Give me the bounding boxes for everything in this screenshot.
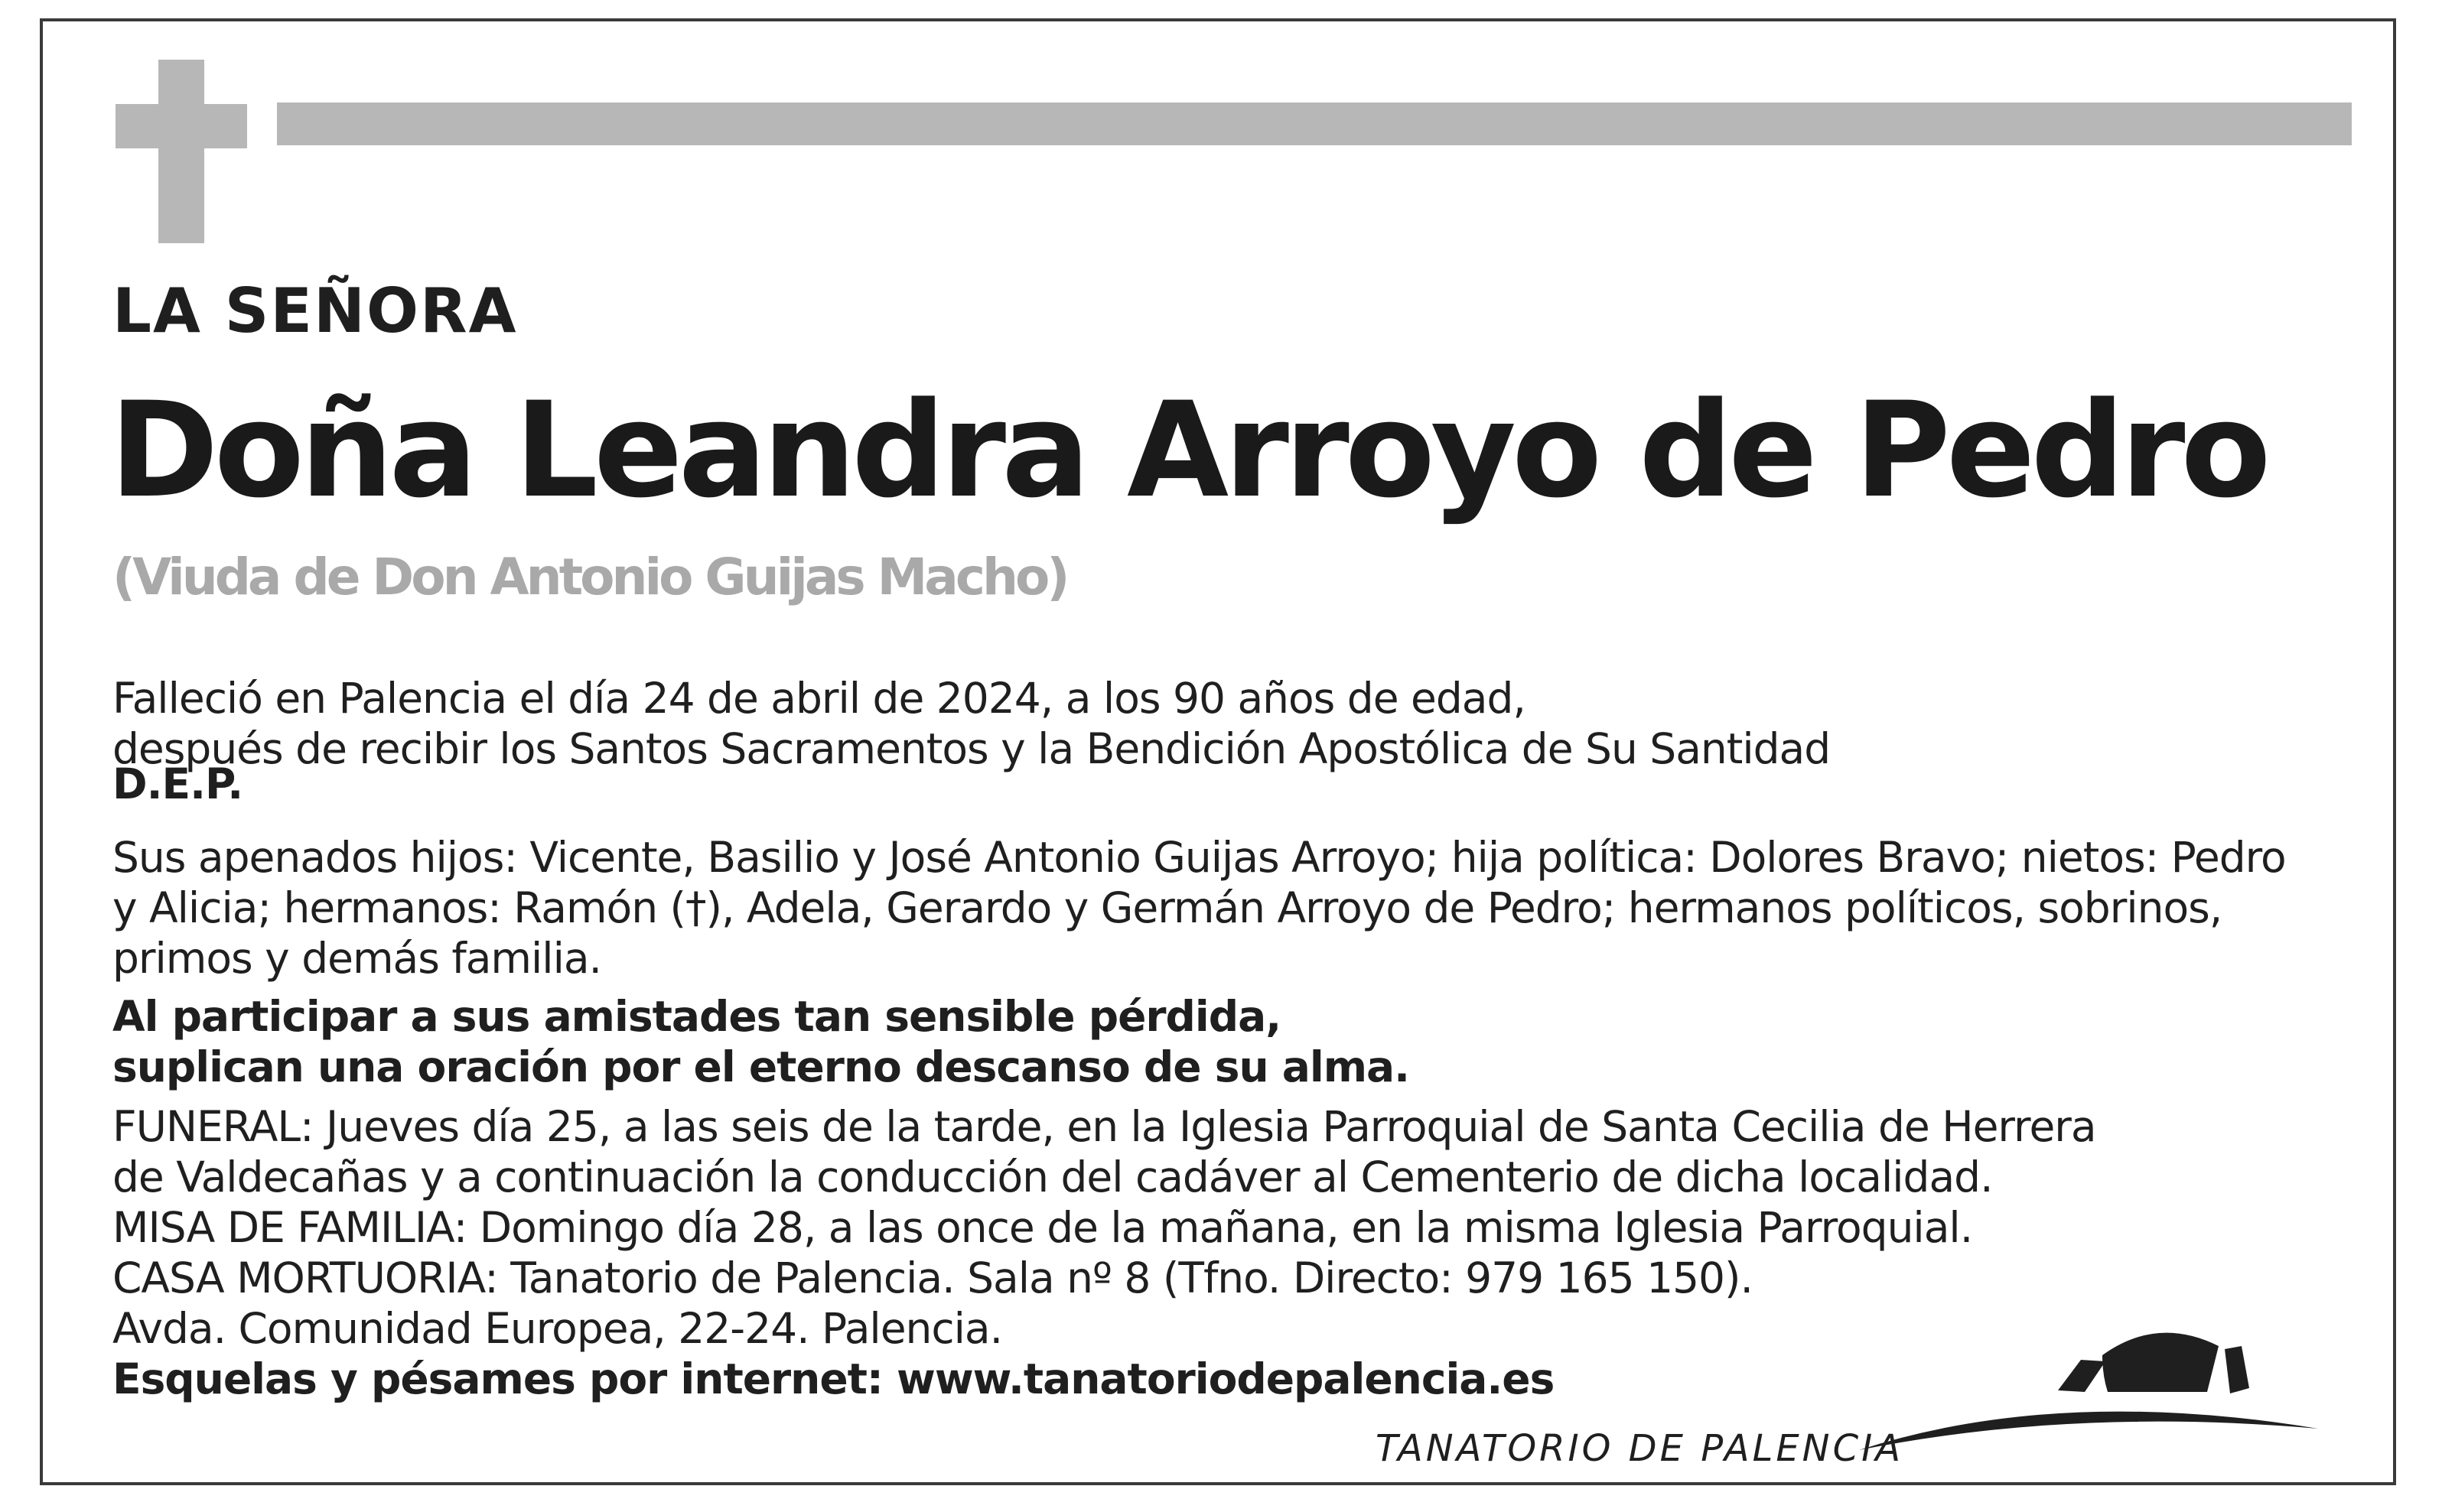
mass-line: MISA DE FAMILIA: Domingo día 28, a las once de la mañana, en la misma Iglesia Parroquial.	[112, 1203, 1973, 1252]
death-notice-line: después de recibir los Santos Sacramentos y la Bendición Apostólica de Su Santidad	[112, 724, 1831, 773]
family-line: primos y demás familia.	[112, 934, 602, 983]
family-block	[112, 832, 2331, 984]
cross-icon-vertical	[158, 60, 204, 243]
honorific: LA SEÑORA	[112, 275, 518, 346]
header-bar	[277, 102, 2352, 145]
funeral-line: FUNERAL: Jueves día 25, a las seis de la tarde, en la Iglesia Parroquial de Santa Cecilia de Herrera	[112, 1102, 2096, 1151]
funeral-line: de Valdecañas y a continuación la conducción del cadáver al Cementerio de dicha localidad.	[112, 1153, 1993, 1201]
dep-label	[112, 759, 2331, 809]
prayer-line: suplican una oración por el eterno descanso de su alma.	[112, 1042, 1410, 1091]
deceased-name: Doña Leandra Arroyo de Pedro	[109, 373, 2267, 527]
internet-line: Esquelas y pésames por internet: www.tanatoriodepalencia.es	[112, 1354, 1555, 1403]
family-line: Sus apenados hijos: Vicente, Basilio y José Antonio Guijas Arroyo; hija política: Dolores Bravo; nietos: Pedro	[112, 833, 2286, 882]
family-line: y Alicia; hermanos: Ramón (†), Adela, Gerardo y Germán Arroyo de Pedro; hermanos políticos, sobrinos,	[112, 883, 2222, 932]
prayer-line: Al participar a sus amistades tan sensible pérdida,	[112, 992, 1281, 1041]
widow-of: (Viuda de Don Antonio Guijas Macho)	[112, 548, 1067, 606]
tanatorio-logo-text: TANATORIO DE PALENCIA	[1376, 1427, 1904, 1470]
cross-icon-horizontal	[116, 104, 247, 148]
dep-text: D.E.P.	[112, 759, 243, 808]
prayer-request	[112, 991, 2331, 1092]
wake-line: CASA MORTUORIA: Tanatorio de Palencia. Sala nº 8 (Tfno. Directo: 979 165 150).	[112, 1253, 1753, 1302]
death-notice-line: Falleció en Palencia el día 24 de abril de 2024, a los 90 años de edad,	[112, 674, 1525, 723]
address-line: Avda. Comunidad Europea, 22-24. Palencia.	[112, 1304, 1003, 1353]
